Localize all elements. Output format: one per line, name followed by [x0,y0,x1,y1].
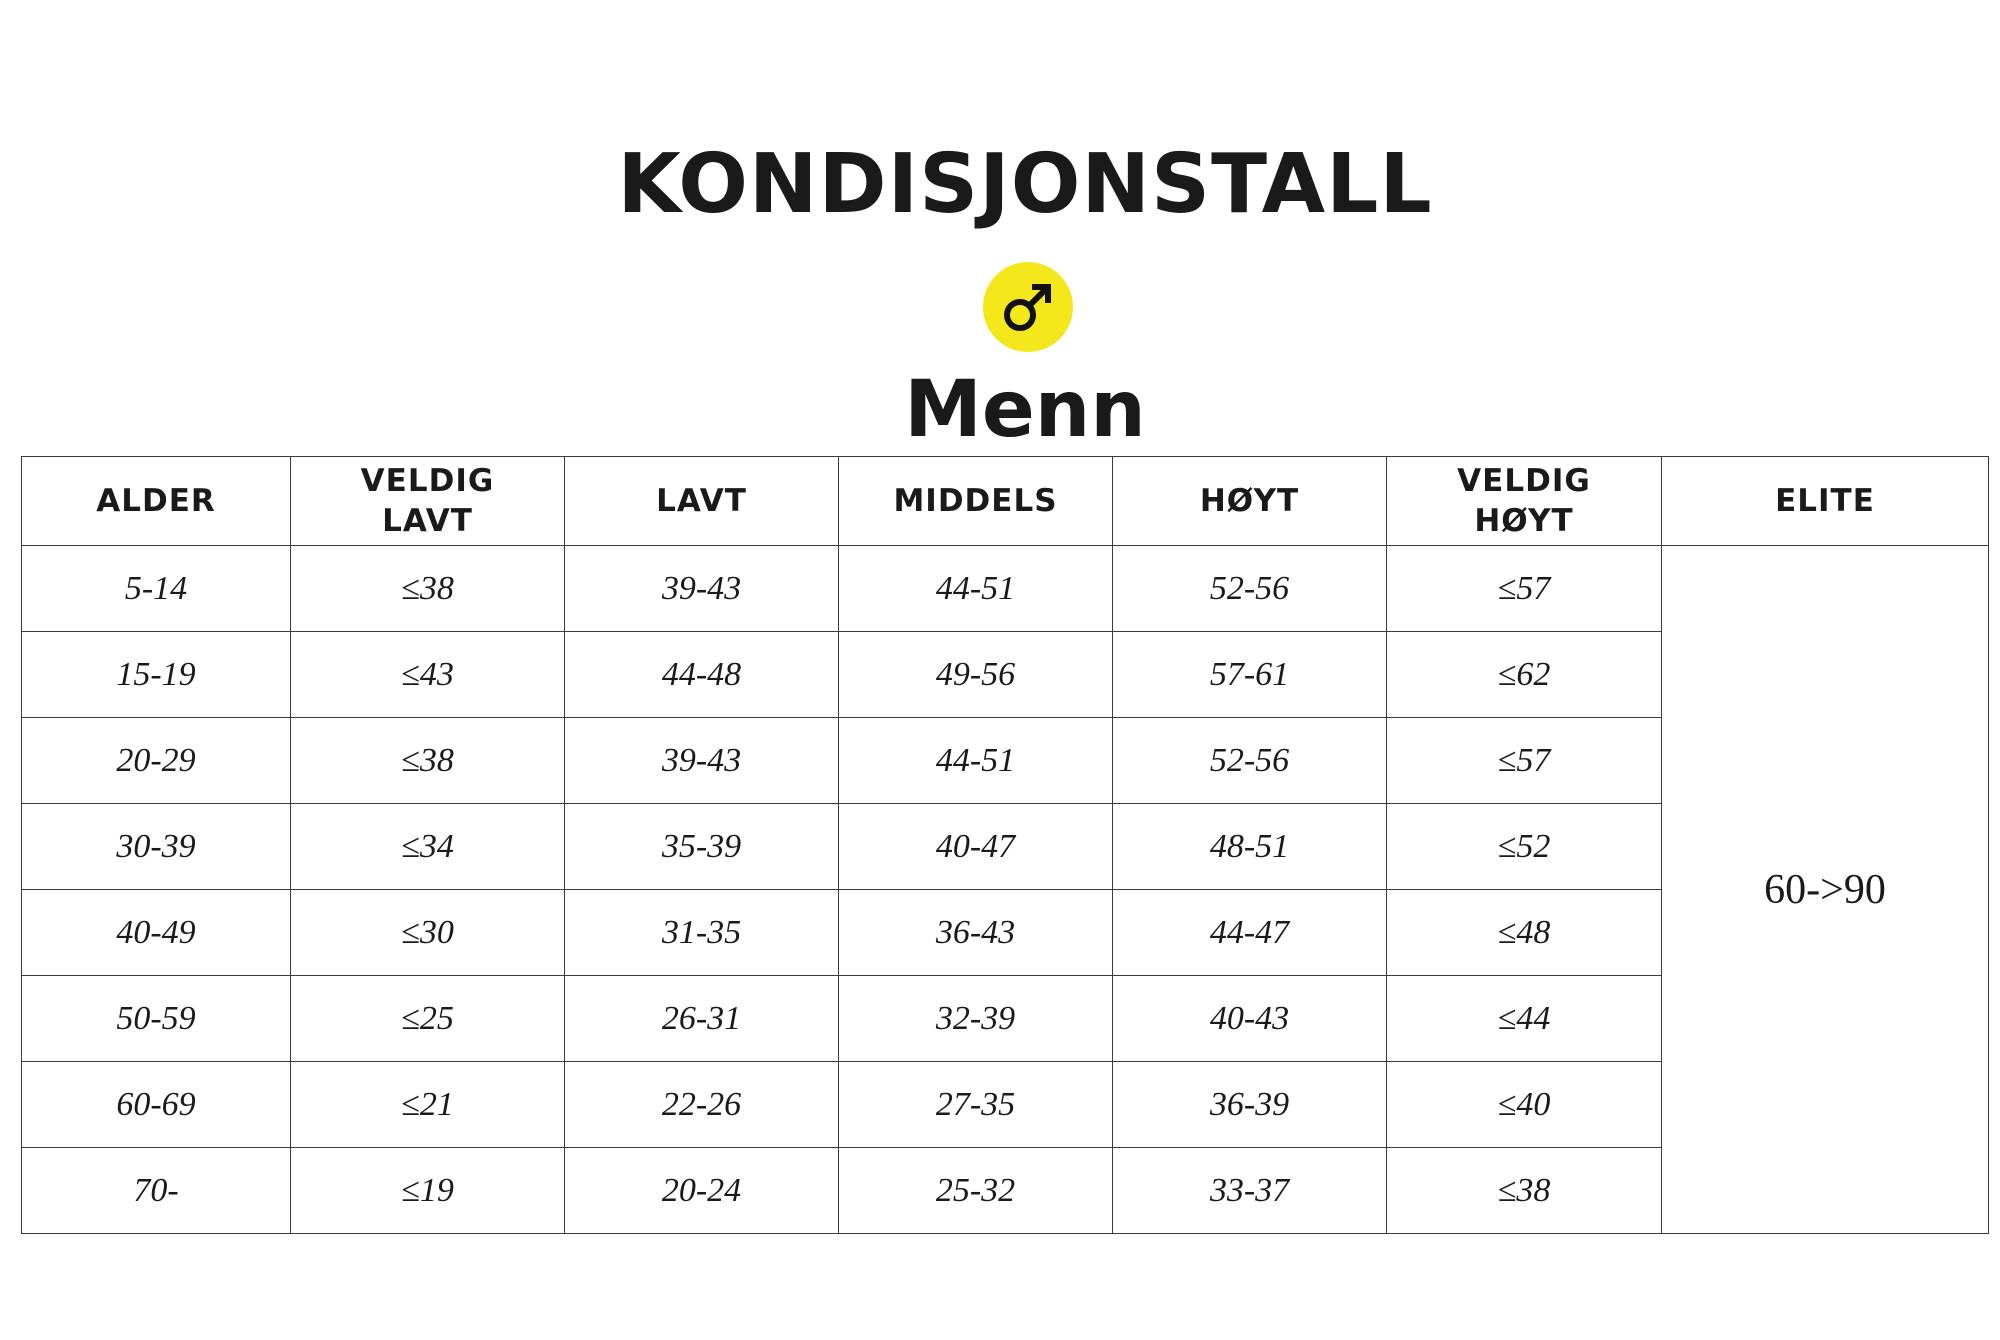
male-symbol-icon [999,278,1057,336]
cell-middels: 32-39 [839,976,1113,1062]
table-header-row [22,457,1989,546]
cell-age: 20-29 [22,718,291,804]
cell-middels: 44-51 [839,546,1113,632]
gender-label: Menn [904,365,1146,455]
cell-middels: 25-32 [839,1148,1113,1234]
gender-badge [983,262,1073,352]
table-row [22,546,1989,632]
cell-middels: 44-51 [839,718,1113,804]
header-alder: ALDER [22,457,291,546]
cell-veldig-lavt: ≤38 [291,546,565,632]
cell-lavt: 26-31 [565,976,839,1062]
cell-hoyt: 33-37 [1113,1148,1387,1234]
cell-hoyt: 48-51 [1113,804,1387,890]
header-lavt: LAVT [565,457,839,546]
cell-lavt: 39-43 [565,718,839,804]
cell-veldig-hoyt: ≤52 [1387,804,1662,890]
cell-middels: 49-56 [839,632,1113,718]
cell-hoyt: 57-61 [1113,632,1387,718]
cell-age: 50-59 [22,976,291,1062]
cell-lavt: 44-48 [565,632,839,718]
cell-veldig-hoyt: ≤62 [1387,632,1662,718]
header-elite: ELITE [1662,457,1989,546]
fitness-table [21,456,1989,1234]
cell-veldig-hoyt: ≤44 [1387,976,1662,1062]
cell-hoyt: 36-39 [1113,1062,1387,1148]
cell-hoyt: 52-56 [1113,546,1387,632]
cell-hoyt: 44-47 [1113,890,1387,976]
cell-lavt: 31-35 [565,890,839,976]
cell-veldig-lavt: ≤34 [291,804,565,890]
cell-veldig-hoyt: ≤57 [1387,718,1662,804]
cell-veldig-hoyt: ≤57 [1387,546,1662,632]
cell-veldig-hoyt: ≤40 [1387,1062,1662,1148]
cell-age: 15-19 [22,632,291,718]
cell-veldig-hoyt: ≤48 [1387,890,1662,976]
cell-age: 70- [22,1148,291,1234]
cell-lavt: 35-39 [565,804,839,890]
header-veldig-hoyt: VELDIG HØYT [1387,457,1662,546]
cell-age: 30-39 [22,804,291,890]
cell-middels: 27-35 [839,1062,1113,1148]
cell-lavt: 20-24 [565,1148,839,1234]
header-middels: MIDDELS [839,457,1113,546]
cell-elite: 60->90 [1662,546,1989,1234]
cell-age: 60-69 [22,1062,291,1148]
cell-veldig-lavt: ≤30 [291,890,565,976]
cell-veldig-lavt: ≤19 [291,1148,565,1234]
header-hoyt: HØYT [1113,457,1387,546]
cell-age: 40-49 [22,890,291,976]
cell-hoyt: 40-43 [1113,976,1387,1062]
page-title: KONDISJONSTALL [617,137,1433,232]
cell-hoyt: 52-56 [1113,718,1387,804]
cell-middels: 40-47 [839,804,1113,890]
cell-middels: 36-43 [839,890,1113,976]
cell-veldig-lavt: ≤38 [291,718,565,804]
cell-lavt: 22-26 [565,1062,839,1148]
cell-lavt: 39-43 [565,546,839,632]
cell-veldig-lavt: ≤25 [291,976,565,1062]
cell-veldig-lavt: ≤43 [291,632,565,718]
cell-veldig-lavt: ≤21 [291,1062,565,1148]
cell-veldig-hoyt: ≤38 [1387,1148,1662,1234]
cell-age: 5-14 [22,546,291,632]
header-veldig-lavt: VELDIG LAVT [291,457,565,546]
